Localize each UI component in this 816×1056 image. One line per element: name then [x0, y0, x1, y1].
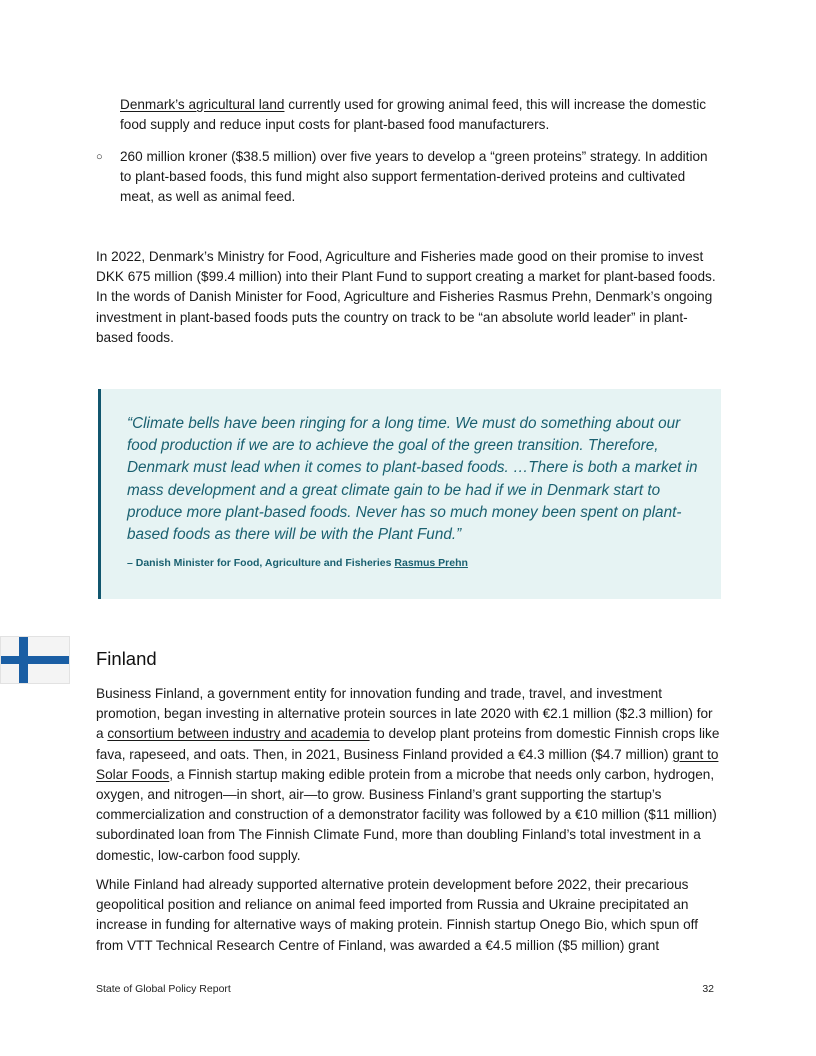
- paragraph-onego-bio: While Finland had already supported alternative protein development before 2022, their precarious geopolitical position and reliance on animal feed imported from Russia and Ukraine precipitated an increase in funding for alternative ways of making protein. Finnish startup Onego Bio, which spun off from VTT Technical Research Centre of Finland, was awarded a €4.5 million ($5 million) grant: [96, 877, 698, 953]
- pull-quote: [98, 389, 721, 599]
- para2-text-1: Business Finland, a government entity for innovation funding and trade, travel, and investment promotion, began investing in alternative protein sources in late 2020 with €2.1 million ($2.3 million) for a: [96, 686, 713, 742]
- bullet-text: 260 million kroner ($38.5 million) over five years to develop a “green proteins” strategy. In addition to plant-based foods, this fund might also support fermentation-derived proteins and cultivated meat, as well as animal feed.: [120, 149, 708, 205]
- consortium-link[interactable]: consortium between industry and academia: [107, 726, 370, 742]
- solar-foods-grant-link[interactable]: grant to Solar Foods: [96, 746, 719, 782]
- flag-cross-vertical: [19, 637, 28, 683]
- finland-flag-icon: [0, 636, 70, 684]
- section-heading-finland: Finland: [96, 648, 157, 669]
- quote-attribution: [127, 557, 468, 569]
- continuation-paragraph: [120, 95, 720, 135]
- rasmus-prehn-link[interactable]: Rasmus Prehn: [394, 557, 468, 569]
- paragraph-plant-fund: In 2022, Denmark’s Ministry for Food, Agriculture and Fisheries made good on their promise to invest DKK 675 million ($99.4 million) into their Plant Fund to support creating a market for plant-based foods. In the words of Danish Minister for Food, Agriculture and Fisheries Rasmus Prehn, Denmark’s ongoing investment in plant-based foods puts the country on track to be “an absolute world leader” in plant-based foods.: [96, 249, 716, 345]
- quote-text: “Climate bells have been ringing for a long time. We must do something about our food production if we are to achieve the goal of the green transition. Therefore, Denmark must lead when it comes to plant-based foods. …There is both a market in mass development and a great climate gain to be had if we in Denmark start to produce more plant-based foods. Never has so much money been spent on plant-based foods as there will be with the Plant Fund.”: [127, 415, 698, 544]
- para2-text-3: , a Finnish startup making edible protein from a microbe that needs only carbon, hydrogen, oxygen, and nitrogen—in short, air—to grow. Business Finland’s grant supporting the startup’s commercialization and construction of a demonstrator facility was followed by a €10 million ($11 million) subordinated loan from The Finnish Climate Fund, more than doubling Finland’s total investment in a domestic, low-carbon food supply.: [96, 766, 717, 863]
- footer-page-number: 32: [702, 983, 714, 995]
- para2-text-2: to develop plant proteins from domestic Finnish crops like fava, rapeseed, and oats. Then, in 2021, Business Finland provided a €4.3 million ($4.7 million): [96, 726, 720, 762]
- continuation-text: currently used for growing animal feed, this will increase the domestic food supply and reduce input costs for plant-based food manufacturers.: [120, 97, 707, 133]
- attribution-prefix: – Danish Minister for Food, Agriculture and Fisheries: [127, 557, 395, 569]
- flag-cross-horizontal: [1, 656, 69, 664]
- paragraph-business-finland: [96, 684, 722, 866]
- bullet-item: [96, 147, 720, 208]
- footer-report-title: State of Global Policy Report: [96, 983, 231, 995]
- bullet-marker: ○: [96, 151, 103, 163]
- agricultural-land-link[interactable]: Denmark’s agricultural land: [120, 97, 285, 112]
